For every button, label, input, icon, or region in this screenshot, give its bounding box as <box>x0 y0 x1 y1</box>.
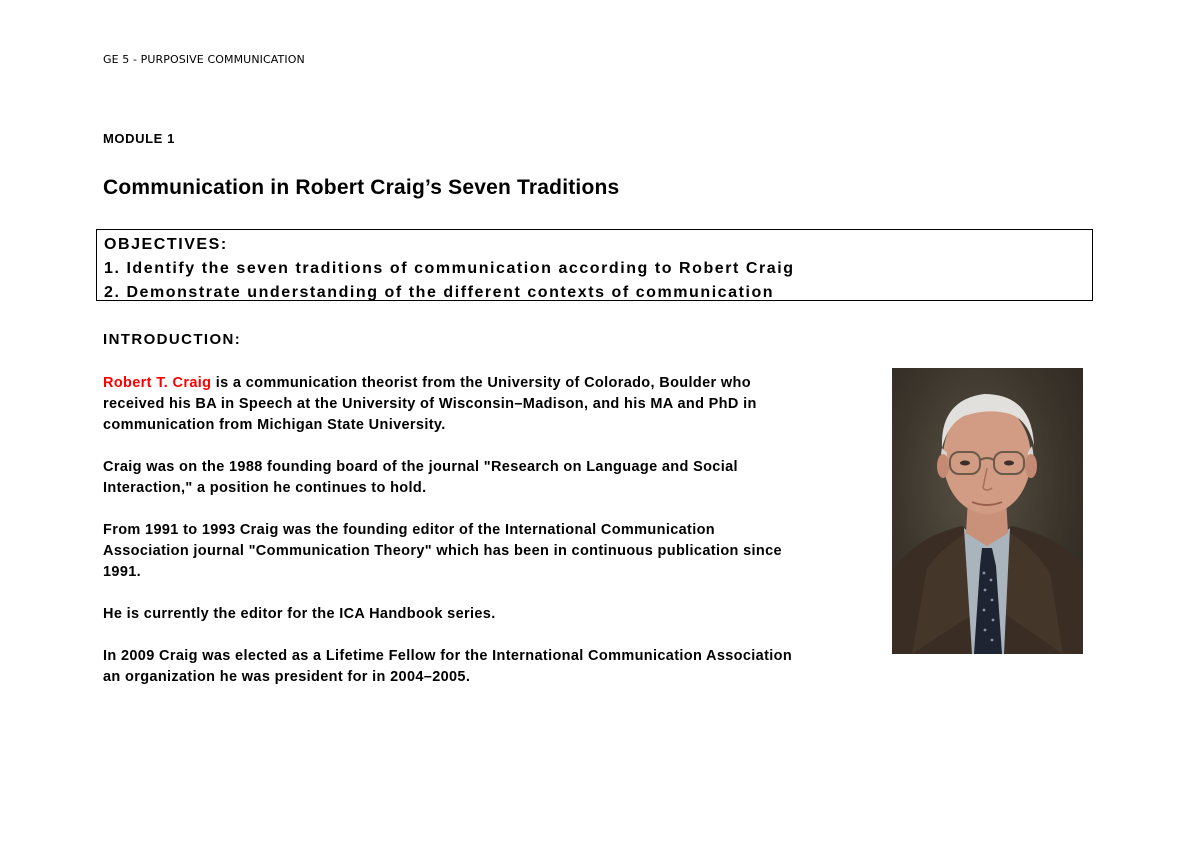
introduction-body <box>103 373 893 709</box>
objective-item-1: 1. Identify the seven traditions of communication according to Robert Craig <box>104 260 795 277</box>
paragraph-text: received his BA in Speech at the University of Wisconsin–Madison, and his MA and PhD in <box>103 396 757 412</box>
objectives-box <box>96 229 1093 301</box>
paragraph-bio <box>103 373 893 436</box>
module-label: MODULE 1 <box>103 131 175 146</box>
paragraph-text: He is currently the editor for the ICA Handbook series. <box>103 606 496 622</box>
paragraph-text: From 1991 to 1993 Craig was the founding editor of the International Communication <box>103 522 715 538</box>
paragraph-handbook <box>103 604 893 625</box>
objectives-heading: OBJECTIVES: <box>104 236 228 253</box>
page-title: Communication in Robert Craig’s Seven Traditions <box>103 176 620 199</box>
paragraph-text: Association journal "Communication Theory" which has been in continuous publication since <box>103 543 782 559</box>
paragraph-text: 1991. <box>103 564 142 580</box>
portrait-photo <box>892 368 1083 654</box>
introduction-heading: INTRODUCTION: <box>103 331 242 348</box>
paragraph-text: is a communication theorist from the University of Colorado, Boulder who <box>211 375 751 391</box>
paragraph-text: an organization he was president for in 2004–2005. <box>103 669 471 685</box>
portrait-illustration <box>892 368 1083 654</box>
paragraph-text: Interaction," a position he continues to hold. <box>103 480 427 496</box>
name-highlight: Robert T. Craig <box>103 375 212 391</box>
objective-item-2: 2. Demonstrate understanding of the different contexts of communication <box>104 284 775 301</box>
page-header: GE 5 - PURPOSIVE COMMUNICATION <box>103 53 305 66</box>
paragraph-journal-board <box>103 457 893 499</box>
paragraph-founding-editor <box>103 520 893 583</box>
paragraph-text: communication from Michigan State University. <box>103 417 446 433</box>
paragraph-fellow <box>103 646 893 688</box>
paragraph-text: In 2009 Craig was elected as a Lifetime Fellow for the International Communication Association <box>103 648 793 664</box>
paragraph-text: Craig was on the 1988 founding board of the journal "Research on Language and Social <box>103 459 738 475</box>
